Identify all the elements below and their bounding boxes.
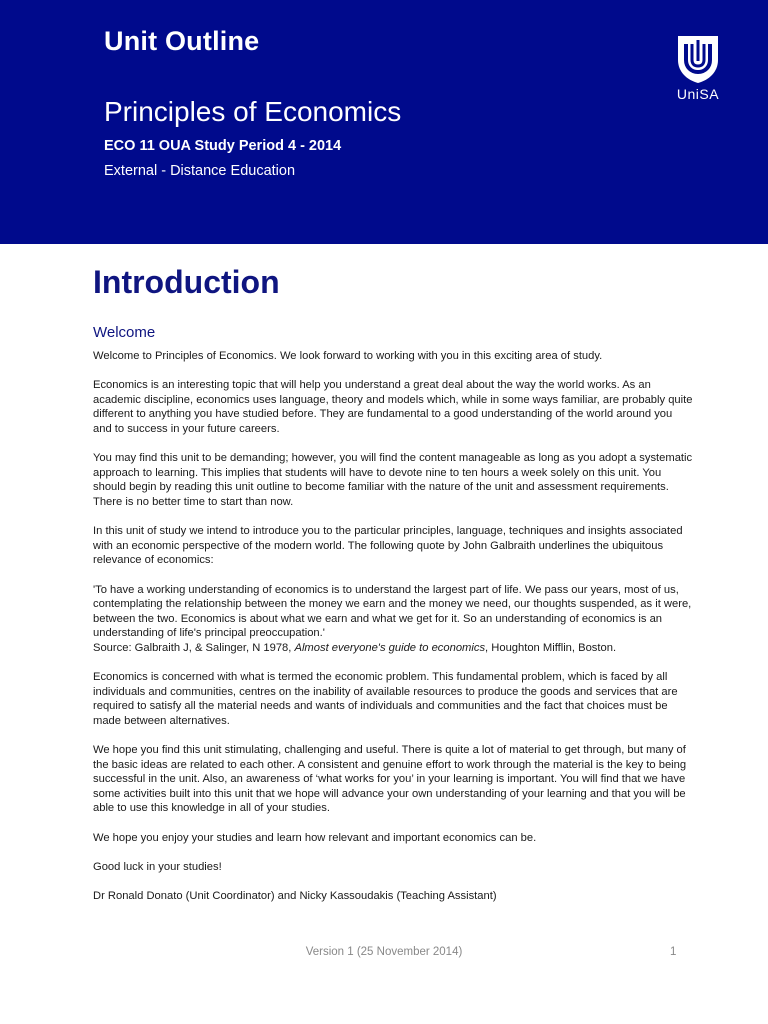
body-text	[93, 349, 693, 918]
paragraph: We hope you enjoy your studies and learn how relevant and important economics can be.	[93, 831, 537, 844]
delivery-mode: External - Distance Education	[104, 163, 296, 179]
page-number: 1	[670, 946, 677, 958]
paragraph: We hope you find this unit stimulating, challenging and useful. There is quite a lot of material to get through, but many of the basic ideas are related to each other. A consistent and genuine effort to work through the material is the key to being successful in the unit. Also, an awareness of ‘what works for you’ in your learning is important. You will find that we have some activities built into this unit that we hope will advance your own understanding of your learning and that you will be able to use this knowledge in all of your studies.	[93, 744, 687, 815]
unisa-logo	[668, 34, 728, 102]
document-type-label: Unit Outline	[104, 26, 260, 56]
course-code: ECO 11 OUA Study Period 4 - 2014	[104, 138, 342, 154]
source-prefix: Source: Galbraith J, & Salinger, N 1978,	[93, 641, 295, 654]
footer-version: Version 1 (25 November 2014)	[305, 946, 463, 958]
quote-text: 'To have a working understanding of economics is to understand the largest part of life. We pass our years, most of us, contemplating the relationship between the money we earn and the money we need, our thoughts suspended, as it were, between the two. Economics is about what we earn and what we get for it. So an understanding of economics is an understanding of life's principal preoccupation.'	[93, 583, 692, 640]
header-banner	[0, 0, 768, 244]
paragraph: Good luck in your studies!	[93, 860, 222, 873]
logo-wordmark: UniSA	[676, 86, 720, 102]
source-suffix: , Houghton Mifflin, Boston.	[485, 641, 617, 654]
signature-line: Dr Ronald Donato (Unit Coordinator) and Nicky Kassoudakis (Teaching Assistant)	[93, 889, 497, 902]
unisa-shield-icon	[675, 34, 721, 84]
paragraph: Economics is concerned with what is termed the economic problem. This fundamental problem, which is faced by all individuals and communities, centres on the inability of available resources to produce the goods and services that are required to satisfy all the material needs and wants of individuals and communities and the fact that choices must be made between alternatives.	[93, 671, 678, 727]
section-heading: Introduction	[93, 264, 280, 300]
unit-title: Principles of Economics	[104, 96, 402, 127]
subsection-heading: Welcome	[93, 324, 156, 341]
quote-source	[93, 642, 616, 654]
paragraph: Economics is an interesting topic that will help you understand a great deal about the way the world works. As an academic discipline, economics uses language, theory and models which, while in some ways familiar, are probably quite different to anything you have studied before. They are fundamental to a good understanding of the world around you and to success in your future careers.	[93, 379, 693, 435]
paragraph: Welcome to Principles of Economics. We look forward to working with you in this exciting area of study.	[93, 350, 603, 362]
paragraph: In this unit of study we intend to introduce you to the particular principles, language, techniques and insights associated with an economic perspective of the modern world. The following quote by John Galbraith underlines the ubiquitous relevance of economics:	[93, 525, 683, 567]
source-title: Almost everyone's guide to economics	[294, 641, 486, 654]
quote-block	[93, 583, 693, 656]
paragraph: You may find this unit to be demanding; however, you will find the content manageable as long as you adopt a systematic approach to learning. This implies that students will have to devote nine to ten hours a week solely on this unit. You should begin by reading this unit outline to become familiar with the nature of the unit and assessment requirements. There is no better time to start than now.	[93, 452, 693, 508]
